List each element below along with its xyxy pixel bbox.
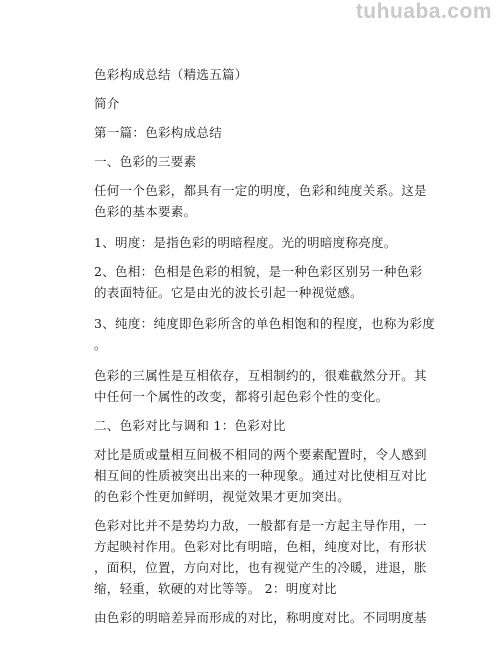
watermark: tuhuaba.com [355,0,492,23]
section-heading-1: 一、色彩的三要素 [94,154,197,169]
paragraph-line: 3、纯度：纯度即色彩所含的单色相饱和的程度，也称为彩度 [94,316,436,331]
paragraph-line: 缩，轻重，软硬的对比等等。 2：明度对比 [94,581,337,596]
paragraph-line: 2、色相：色相是色彩的相貌，是一种色彩区别另一种色彩 [94,264,423,279]
paragraph-2 [94,365,427,407]
paragraph-line: 相互间的性质被突出出来的一种现象。通过对比使相互对比 [94,468,427,483]
paragraph-3 [94,444,427,507]
paragraph-line: 对比是质或量相互间极不相同的两个要素配置时，令人感到 [94,447,427,462]
paragraph-line: 色彩的三属性是互相依存，互相制约的，很难截然分开。其 [94,368,427,383]
paragraph-line: 的色彩个性更加鲜明，视觉效果才更加突出。 [94,489,351,504]
intro-heading: 简介 [94,96,120,111]
list-item-brightness: 1、明度：是指色彩的明暗程度。光的明暗度称亮度。 [94,235,397,250]
paragraph-line: 。 [94,337,107,352]
section-heading-2: 二、色彩对比与调和 1：色彩对比 [94,418,286,433]
paragraph-line: 色彩对比并不是势均力敌，一般都有是一方起主导作用，一 [94,518,427,533]
list-item-purity [94,313,436,355]
paragraph-line: 的表面特征。它是由光的波长引起一种视觉感。 [94,285,363,300]
paragraph-5 [94,607,427,628]
paragraph-line: ，面积，位置，方向对比，也有视觉产生的冷暖，进退，胀 [94,560,427,575]
paragraph-line: 中任何一个属性的改变，都将引起色彩个性的变化。 [94,389,389,404]
paragraph-4 [94,515,427,599]
paragraph-1 [94,180,427,222]
paragraph-line: 由色彩的明暗差异而形成的对比，称明度对比。不同明度基 [94,610,427,625]
paragraph-line: 色彩的基本要素。 [94,204,197,219]
document-body [94,64,436,628]
list-item-hue [94,261,423,303]
paragraph-line: 方起映衬作用。色彩对比有明暗，色相，纯度对比，有形状 [94,539,427,554]
part-heading: 第一篇：色彩构成总结 [94,125,223,140]
paragraph-line: 任何一个色彩，都具有一定的明度，色彩和纯度关系。这是 [94,183,427,198]
document-title: 色彩构成总结（精选五篇） [94,67,248,82]
